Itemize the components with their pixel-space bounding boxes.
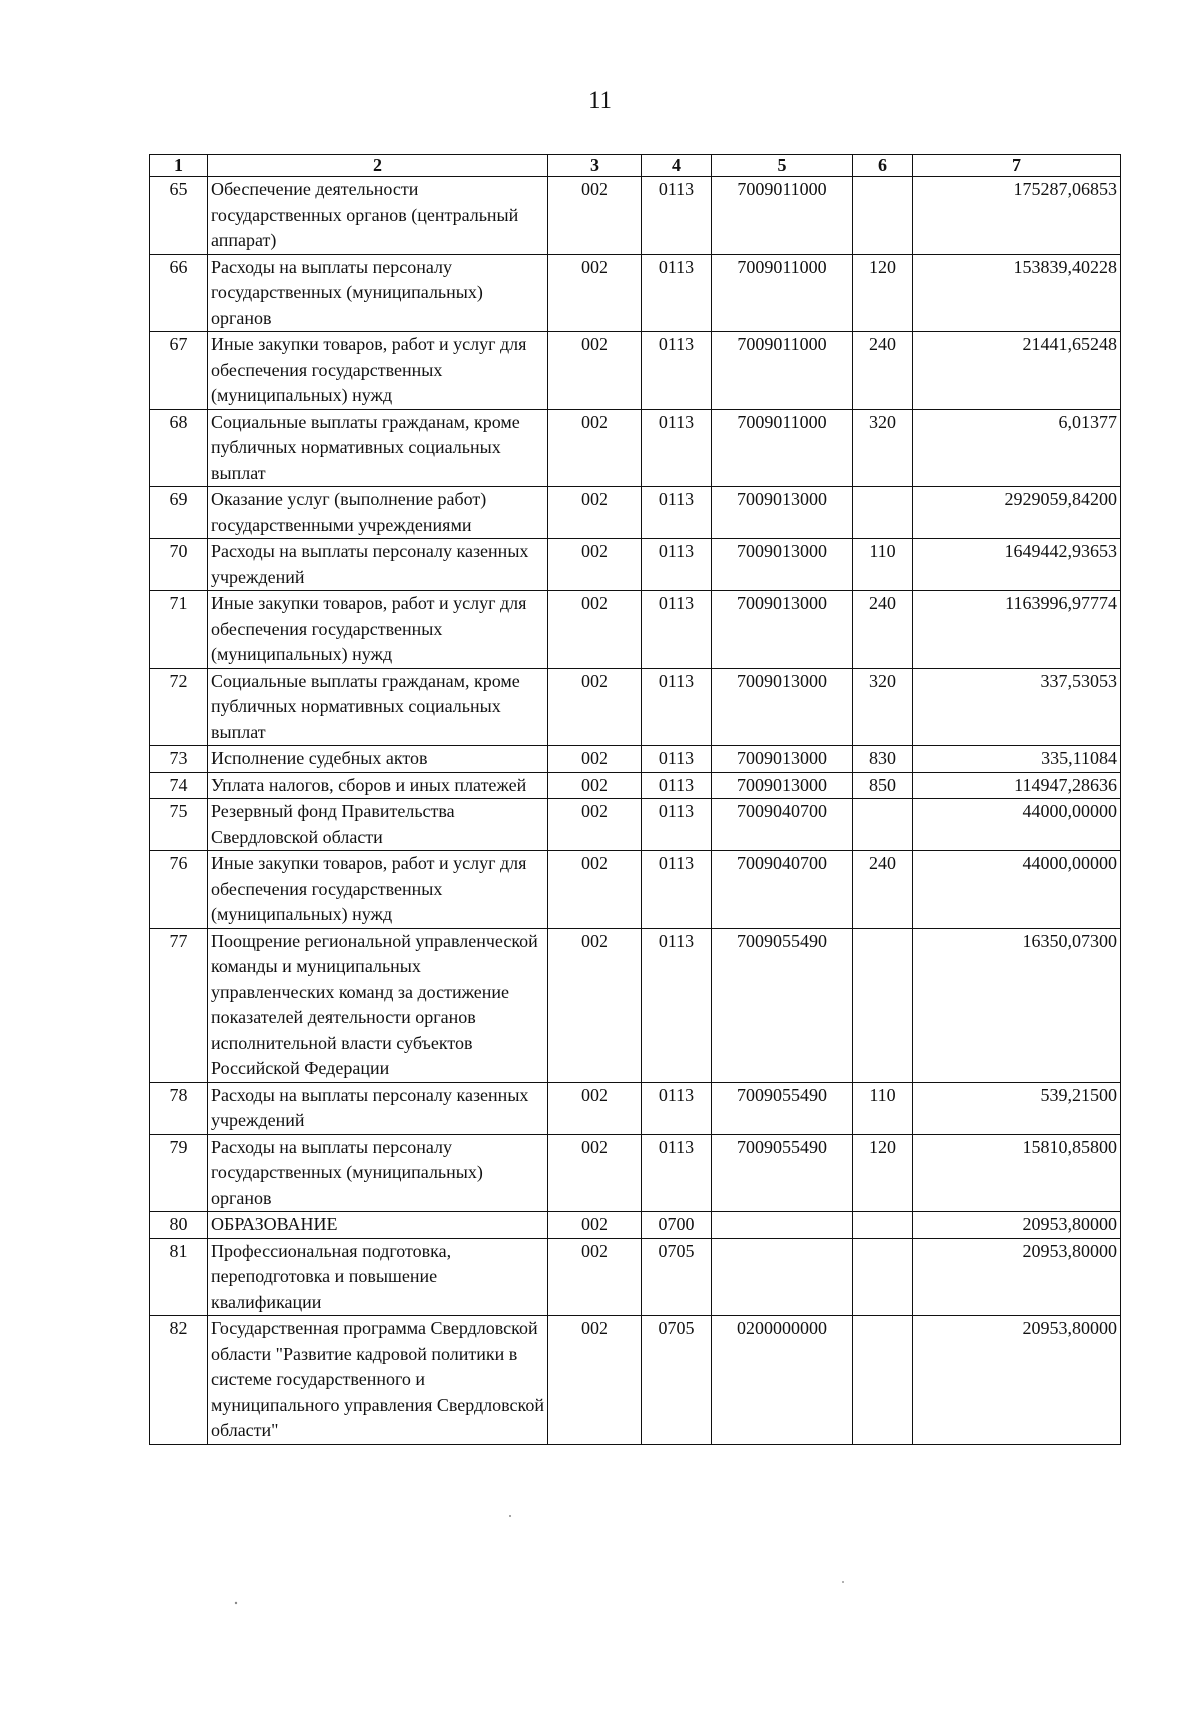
target-article-code: 7009011000 <box>712 254 853 332</box>
target-article-code: 7009013000 <box>712 668 853 746</box>
section-code: 0705 <box>642 1238 712 1316</box>
item-name: Обеспечение деятельности государственных органов (центральный аппарат) <box>208 177 548 255</box>
section-code: 0705 <box>642 1316 712 1445</box>
table-row <box>150 177 1121 255</box>
expense-type-code: 110 <box>853 539 913 591</box>
table-row <box>150 851 1121 929</box>
table-body <box>150 177 1121 1445</box>
table-row <box>150 772 1121 799</box>
amount: 1649442,93653 <box>913 539 1121 591</box>
amount: 16350,07300 <box>913 928 1121 1082</box>
page-number: 11 <box>587 87 613 114</box>
header-col-2: 2 <box>208 155 548 177</box>
amount: 15810,85800 <box>913 1134 1121 1212</box>
row-number: 73 <box>150 746 208 773</box>
col-3-code: 002 <box>548 1238 642 1316</box>
row-number: 77 <box>150 928 208 1082</box>
col-3-code: 002 <box>548 409 642 487</box>
item-name: Иные закупки товаров, работ и услуг для обеспечения государственных (муниципальных) нужд <box>208 591 548 669</box>
amount: 175287,06853 <box>913 177 1121 255</box>
target-article-code: 7009040700 <box>712 851 853 929</box>
col-3-code: 002 <box>548 591 642 669</box>
amount: 44000,00000 <box>913 851 1121 929</box>
target-article-code <box>712 1238 853 1316</box>
item-name: Поощрение региональной управленческой команды и муниципальных управленческих команд за достижение показателей деятельности органов исполнительной власти субъектов Российской Федерации <box>208 928 548 1082</box>
amount: 44000,00000 <box>913 799 1121 851</box>
target-article-code: 7009011000 <box>712 332 853 410</box>
expense-type-code <box>853 1212 913 1239</box>
expense-type-code: 850 <box>853 772 913 799</box>
col-3-code: 002 <box>548 668 642 746</box>
table-row <box>150 409 1121 487</box>
item-name: Государственная программа Свердловской области "Развитие кадровой политики в системе государственного и муниципального управления Свердловской области" <box>208 1316 548 1445</box>
row-number: 68 <box>150 409 208 487</box>
target-article-code: 7009055490 <box>712 928 853 1082</box>
item-name: Профессиональная подготовка, переподготовка и повышение квалификации <box>208 1238 548 1316</box>
row-number: 70 <box>150 539 208 591</box>
col-3-code: 002 <box>548 772 642 799</box>
item-name: Расходы на выплаты персоналу казенных учреждений <box>208 539 548 591</box>
row-number: 78 <box>150 1082 208 1134</box>
expense-type-code: 320 <box>853 409 913 487</box>
row-number: 65 <box>150 177 208 255</box>
item-name: Оказание услуг (выполнение работ) государственными учреждениями <box>208 487 548 539</box>
table-row <box>150 746 1121 773</box>
amount: 20953,80000 <box>913 1238 1121 1316</box>
col-3-code: 002 <box>548 928 642 1082</box>
target-article-code: 7009011000 <box>712 409 853 487</box>
section-code: 0113 <box>642 746 712 773</box>
section-code: 0113 <box>642 851 712 929</box>
section-code: 0113 <box>642 1082 712 1134</box>
row-number: 71 <box>150 591 208 669</box>
table-row <box>150 668 1121 746</box>
row-number: 66 <box>150 254 208 332</box>
table-row <box>150 487 1121 539</box>
amount: 20953,80000 <box>913 1316 1121 1445</box>
table-row <box>150 332 1121 410</box>
section-code: 0113 <box>642 928 712 1082</box>
section-code: 0113 <box>642 668 712 746</box>
expense-type-code: 240 <box>853 332 913 410</box>
expense-type-code <box>853 487 913 539</box>
row-number: 75 <box>150 799 208 851</box>
expense-type-code: 830 <box>853 746 913 773</box>
expense-type-code: 110 <box>853 1082 913 1134</box>
target-article-code: 7009013000 <box>712 746 853 773</box>
table-row <box>150 539 1121 591</box>
col-3-code: 002 <box>548 851 642 929</box>
target-article-code: 7009040700 <box>712 799 853 851</box>
amount: 1163996,97774 <box>913 591 1121 669</box>
amount: 539,21500 <box>913 1082 1121 1134</box>
target-article-code: 7009013000 <box>712 772 853 799</box>
expense-type-code: 240 <box>853 591 913 669</box>
section-code: 0113 <box>642 591 712 669</box>
target-article-code: 0200000000 <box>712 1316 853 1445</box>
section-code: 0113 <box>642 539 712 591</box>
amount: 153839,40228 <box>913 254 1121 332</box>
header-col-4: 4 <box>642 155 712 177</box>
amount: 21441,65248 <box>913 332 1121 410</box>
row-number: 74 <box>150 772 208 799</box>
col-3-code: 002 <box>548 539 642 591</box>
target-article-code: 7009011000 <box>712 177 853 255</box>
table-row <box>150 1316 1121 1445</box>
table-row <box>150 1238 1121 1316</box>
item-name: ОБРАЗОВАНИЕ <box>208 1212 548 1239</box>
header-col-5: 5 <box>712 155 853 177</box>
col-3-code: 002 <box>548 1316 642 1445</box>
section-code: 0700 <box>642 1212 712 1239</box>
expense-type-code <box>853 177 913 255</box>
table-row <box>150 591 1121 669</box>
item-name: Резервный фонд Правительства Свердловской области <box>208 799 548 851</box>
section-code: 0113 <box>642 409 712 487</box>
row-number: 80 <box>150 1212 208 1239</box>
table-row <box>150 928 1121 1082</box>
item-name: Расходы на выплаты персоналу казенных учреждений <box>208 1082 548 1134</box>
expense-type-code: 320 <box>853 668 913 746</box>
col-3-code: 002 <box>548 1212 642 1239</box>
section-code: 0113 <box>642 332 712 410</box>
expense-type-code: 120 <box>853 1134 913 1212</box>
item-name: Исполнение судебных актов <box>208 746 548 773</box>
row-number: 79 <box>150 1134 208 1212</box>
col-3-code: 002 <box>548 799 642 851</box>
section-code: 0113 <box>642 254 712 332</box>
section-code: 0113 <box>642 799 712 851</box>
header-col-7: 7 <box>913 155 1121 177</box>
amount: 20953,80000 <box>913 1212 1121 1239</box>
expense-type-code <box>853 799 913 851</box>
header-col-1: 1 <box>150 155 208 177</box>
col-3-code: 002 <box>548 1082 642 1134</box>
table-row <box>150 1134 1121 1212</box>
amount: 114947,28636 <box>913 772 1121 799</box>
section-code: 0113 <box>642 772 712 799</box>
col-3-code: 002 <box>548 746 642 773</box>
item-name: Расходы на выплаты персоналу государственных (муниципальных) органов <box>208 254 548 332</box>
item-name: Социальные выплаты гражданам, кроме публичных нормативных социальных выплат <box>208 409 548 487</box>
item-name: Иные закупки товаров, работ и услуг для обеспечения государственных (муниципальных) нужд <box>208 332 548 410</box>
target-article-code: 7009013000 <box>712 591 853 669</box>
col-3-code: 002 <box>548 177 642 255</box>
header-col-6: 6 <box>853 155 913 177</box>
expense-type-code: 120 <box>853 254 913 332</box>
col-3-code: 002 <box>548 254 642 332</box>
expense-type-code <box>853 1316 913 1445</box>
row-number: 72 <box>150 668 208 746</box>
table-row <box>150 1082 1121 1134</box>
item-name: Расходы на выплаты персоналу государственных (муниципальных) органов <box>208 1134 548 1212</box>
col-3-code: 002 <box>548 1134 642 1212</box>
target-article-code: 7009013000 <box>712 539 853 591</box>
section-code: 0113 <box>642 1134 712 1212</box>
amount: 2929059,84200 <box>913 487 1121 539</box>
table-row <box>150 799 1121 851</box>
row-number: 81 <box>150 1238 208 1316</box>
row-number: 69 <box>150 487 208 539</box>
expense-type-code <box>853 928 913 1082</box>
section-code: 0113 <box>642 487 712 539</box>
target-article-code: 7009013000 <box>712 487 853 539</box>
expense-type-code <box>853 1238 913 1316</box>
header-col-3: 3 <box>548 155 642 177</box>
target-article-code: 7009055490 <box>712 1134 853 1212</box>
col-3-code: 002 <box>548 487 642 539</box>
budget-table <box>149 154 1121 1445</box>
row-number: 82 <box>150 1316 208 1445</box>
table-row <box>150 254 1121 332</box>
row-number: 67 <box>150 332 208 410</box>
amount: 337,53053 <box>913 668 1121 746</box>
amount: 6,01377 <box>913 409 1121 487</box>
amount: 335,11084 <box>913 746 1121 773</box>
section-code: 0113 <box>642 177 712 255</box>
row-number: 76 <box>150 851 208 929</box>
item-name: Иные закупки товаров, работ и услуг для обеспечения государственных (муниципальных) нужд <box>208 851 548 929</box>
target-article-code: 7009055490 <box>712 1082 853 1134</box>
item-name: Уплата налогов, сборов и иных платежей <box>208 772 548 799</box>
expense-type-code: 240 <box>853 851 913 929</box>
target-article-code <box>712 1212 853 1239</box>
item-name: Социальные выплаты гражданам, кроме публичных нормативных социальных выплат <box>208 668 548 746</box>
table-row <box>150 1212 1121 1239</box>
header-row <box>150 155 1121 177</box>
col-3-code: 002 <box>548 332 642 410</box>
